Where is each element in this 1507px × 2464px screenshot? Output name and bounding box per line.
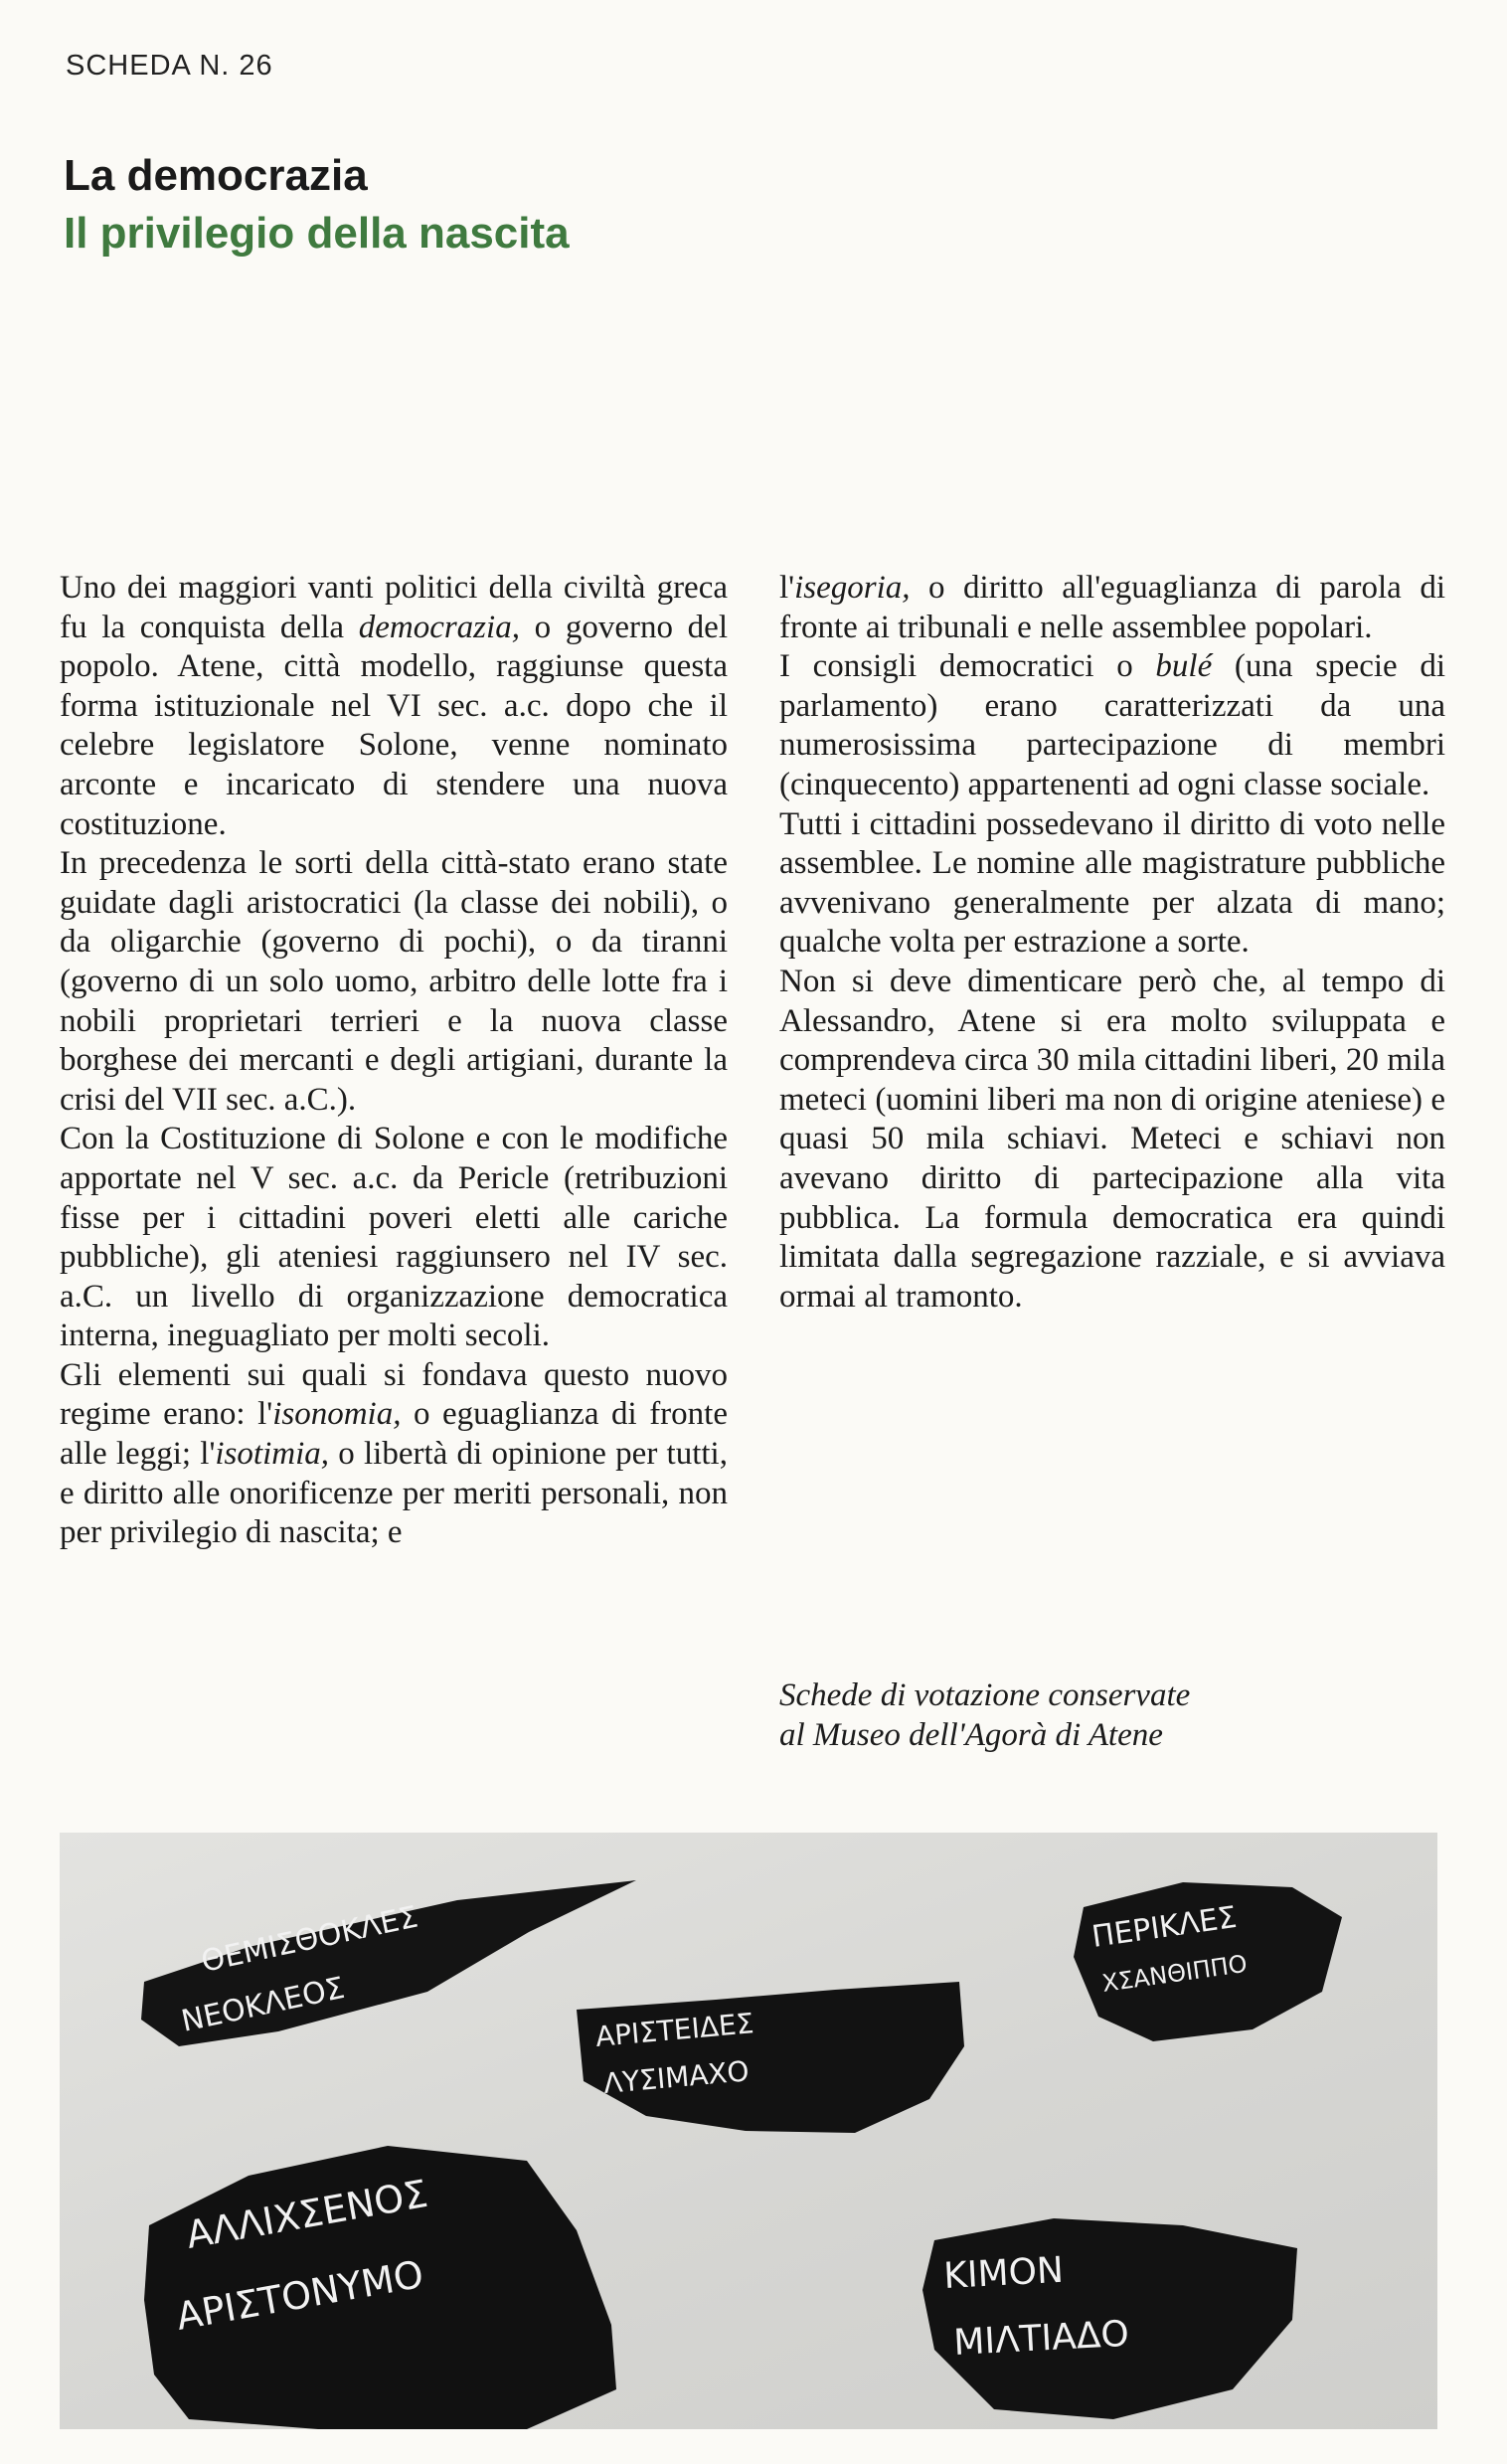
ostrakon-2-line-2: ΛΥΣΙΜΑΧΟ [601, 2054, 751, 2100]
page-title: La democrazia [64, 151, 368, 200]
caption-line-2: al Museo dell'Agorà di Atene [779, 1717, 1163, 1753]
paragraph-3: Con la Costituzione di Solone e con le modifiche apportate nel V sec. a.c. da Pericle (retribuzioni fisse per i cittadini poveri eletti alle cariche pubbliche), gli ateniesi raggiunsero nel IV sec. a.C. un livello di organizzazione democratica interna, ineguagliato per molti secoli. [60, 1121, 728, 1354]
page-subtitle: Il privilegio della nascita [64, 209, 570, 258]
left-column [60, 569, 728, 1553]
paragraph-1: Uno dei maggiori vanti politici della civiltà greca fu la conquista della democrazia, o governo del popolo. Atene, città modello, raggiunse questa forma istituzionale nel VI sec. a.c. dopo che il celebre legislatore Solone, venne nominato arconte e incaricato di stendere una nuova costituzione. [60, 570, 729, 842]
paragraph-6: I consigli democratici o bulé (una specie di parlamento) erano caratterizzati da una numerosissima partecipazione di membri (cinquecento) appartenenti ad ogni classe sociale. [779, 648, 1445, 802]
ostrakon-3-line-1: ΠΕΡΙΚΛΕΣ [1089, 1899, 1240, 1955]
paragraph-2: In precedenza le sorti della città-stato erano state guidate dagli aristocratici (la classe dei nobili), o da oligarchie (governo di pochi), o da tiranni (governo di un solo uomo, arbitro delle lotte fra i nobili proprietari terrieri e la nuova classe borghese dei mercanti e degli artigiani, durante la crisi del VII sec. a.C.). [60, 845, 728, 1118]
ostraka-photo [60, 1833, 1437, 2429]
paragraph-4: Gli elementi sui quali si fondava questo nuovo regime erano: l'isonomia, o eguaglianza di fronte alle leggi; l'isotimia, o libertà di opinione per tutti, e diritto alle onorificenze per meriti personali, non per privilegio di nascita; e [60, 1356, 728, 1551]
paragraph-7: Tutti i cittadini possedevano il diritto di voto nelle assemblee. Le nomine alle magistrature pubbliche avvenivano generalmente per alzata di mano; qualche volta per estrazione a sorte. [779, 805, 1445, 961]
paragraph-8: Non si deve dimenticare però che, al tempo di Alessandro, Atene si era molto sviluppata e comprendeva circa 30 mila cittadini liberi, 20 mila meteci (uomini liberi ma non di origine ateniese) e quasi 50 mila schiavi. Meteci e schiavi non avevano diritto di partecipazione alla vita pubblica. La formula democratica era quindi limitata dalla segregazione razziale, e si avviava ormai al tramonto. [779, 963, 1445, 1315]
ostrakon-5-line-2: ΜΙΛΤΙΑΔΟ [952, 2313, 1130, 2364]
caption-line-1: Schede di votazione conservate [779, 1677, 1191, 1713]
ostrakon-2-line-1: ΑΡΙΣΤΕΙΔΕΣ [593, 2007, 755, 2053]
ostrakon-kimon [922, 2218, 1297, 2419]
ostrakon-5-line-1: ΚΙΜΟΝ [942, 2249, 1065, 2297]
ostrakon-1-line-1: ΘΕΜΙΣΘΟΚΛΕΣ [198, 1899, 421, 1980]
ostrakon-3-line-2: ΧΣΑΝΘΙΠΠΟ [1099, 1949, 1250, 1998]
ostraka-illustration [60, 1833, 1437, 2429]
ostrakon-themistokles [141, 1880, 636, 2046]
ostrakon-4-line-1: ΑΛΛΙΧΣΕΝΟΣ [182, 2171, 431, 2257]
ostrakon-perikles [1074, 1882, 1342, 2041]
ostrakon-aristeides [577, 1982, 964, 2133]
ostrakon-1-line-2: ΝΕΟΚΛΕΟΣ [178, 1970, 348, 2039]
right-column [779, 569, 1445, 1317]
photo-caption [779, 1675, 1445, 1755]
ostrakon-alliksenos [144, 2146, 616, 2429]
scheda-label: SCHEDA N. 26 [66, 50, 273, 82]
paragraph-5: l'isegoria, o diritto all'eguaglianza di parola di fronte ai tribunali e nelle assemblee popolari. [779, 570, 1445, 645]
ostrakon-4-line-2: ΑΡΙΣΤΟΝΥΜΟ [172, 2251, 427, 2339]
